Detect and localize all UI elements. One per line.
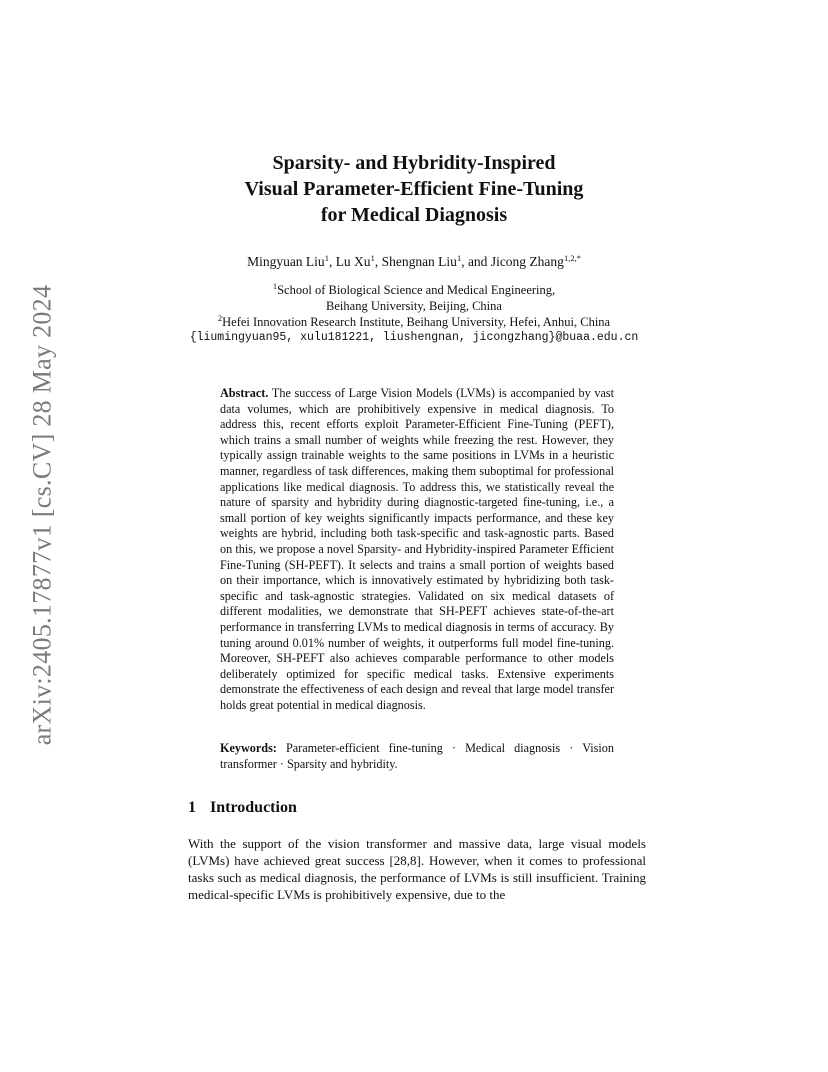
abstract-text: The success of Large Vision Models (LVMs) is accompanied by vast data volumes, which are prohibitively expensive in medical diagnosis. To address this, recent efforts exploit Parameter-Efficient Fine-Tuning (PEFT), which trains a small number of weights while freezing the rest. However, they typically assign trainable weights to the same positions in LVMs in a heuristic manner, regardless of task differences, making them suboptimal for professional applications like medical diagnosis. To address this, we statistically reveal the nature of sparsity and hybridity during diagnostic-targeted fine-tuning, i.e., a small portion of key weights significantly impacts performance, and these key weights are hybrid, including both task-specific and task-agnostic parts. Based on this, we propose a novel Sparsity- and Hybridity-inspired Parameter Efficient Fine-Tuning (SH-PEFT). It selects and trains a small portion of weights based on their importance, which is innovatively estimated by hybridizing both task-specific and task-agnostic strategies. Validated on six medical datasets of different modalities, we demonstrate that SH-PEFT achieves state-of-the-art performance in transferring LVMs to medical diagnosis in terms of accuracy. By tuning around 0.01% number of weights, it outperforms full model fine-tuning. Moreover, SH-PEFT also achieves comparable performance to other models deliberately optimized for specific medical tasks. Extensive experiments demonstrate the effectiveness of each design and reveal that large model transfer holds great potential in medical diagnosis. [220, 386, 614, 712]
affiliation-1-line-1: School of Biological Science and Medical Engineering, [277, 283, 556, 297]
author-connector: , and [461, 254, 491, 269]
arxiv-identifier: arXiv:2405.17877v1 [cs.CV] 28 May 2024 [27, 284, 57, 746]
title-line-3: for Medical Diagnosis [320, 204, 508, 226]
keywords-text: Parameter-efficient fine-tuning · Medical diagnosis · Vision transformer · Sparsity and hybridity. [220, 741, 614, 771]
affiliation-mark: 1 [272, 281, 278, 291]
author-affiliation-mark: 1 [456, 253, 462, 263]
author-affiliation-mark: 1,2,* [563, 253, 581, 263]
section-number: 1 [188, 799, 196, 816]
affiliation-1 [0, 283, 828, 299]
section-heading [188, 799, 297, 817]
keywords [220, 741, 614, 772]
title-line-1: Sparsity- and Hybridity-Inspired [272, 152, 556, 174]
author-name: Lu Xu [335, 254, 371, 269]
introduction-body [188, 835, 646, 903]
title-line-2: Visual Parameter-Efficient Fine-Tuning [244, 178, 584, 200]
affiliation-1-line-2: Beihang University, Beijing, China [326, 298, 502, 313]
author-list: Mingyuan Liu$^1$, Lu Xu$^1$, Shengnan Liu$^1$, and Jicong Zhang$^{1,2,*}$ [247, 253, 581, 269]
author-emails: {liumingyuan95, xulu181221, liushengnan, jicongzhang}@buaa.edu.cn [189, 331, 639, 345]
introduction-paragraph: With the support of the vision transformer and massive data, large visual models (LVMs) have achieved great success [28,8]. However, when it comes to professional tasks such as medical diagnosis, the performance of LVMs is still insufficient. Training medical-specific LVMs is prohibitively expensive, due to the [188, 836, 646, 902]
paper-title [0, 150, 828, 228]
section-title: Introduction [210, 799, 297, 816]
author-affiliation-mark: 1 [324, 253, 329, 263]
keywords-label: Keywords: [220, 741, 277, 755]
author-name: Mingyuan Liu [247, 254, 325, 269]
affiliation-2 [0, 312, 828, 331]
author-affiliation-mark: 1 [370, 253, 375, 263]
affiliation-2-line-1: Hefei Innovation Research Institute, Beihang University, Hefei, Anhui, China [222, 314, 611, 329]
author-name: Jicong Zhang [490, 254, 564, 269]
author-name: Shengnan Liu [381, 254, 457, 269]
abstract [220, 386, 614, 713]
affiliation-mark: 2 [217, 312, 223, 323]
abstract-label: Abstract. [220, 386, 269, 400]
affiliations [0, 283, 828, 346]
